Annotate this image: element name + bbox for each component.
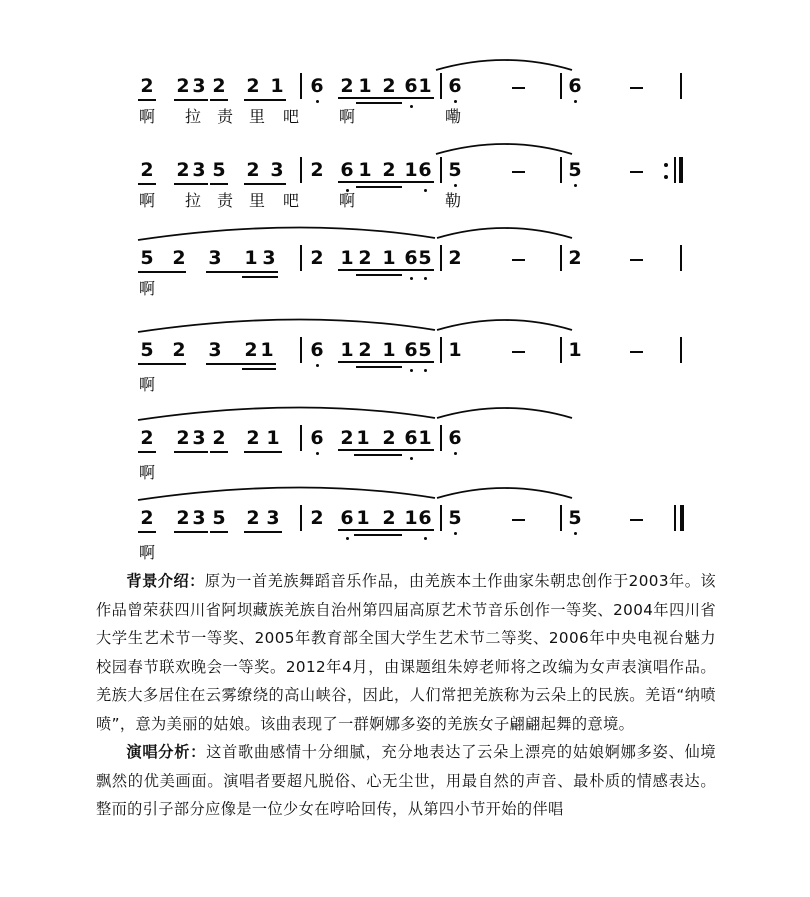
lyric: 吧 <box>282 107 299 126</box>
note: 2 <box>382 75 396 97</box>
note-beam <box>244 183 286 185</box>
lyric: 啊 <box>138 107 155 126</box>
note: 2 <box>358 339 372 361</box>
barline <box>440 73 442 99</box>
note: 5 <box>448 507 462 529</box>
note: 1 <box>418 75 432 97</box>
lyric: 啊 <box>138 191 155 210</box>
note: 1 <box>418 427 432 449</box>
note: 1 <box>270 75 284 97</box>
note: 6 <box>310 427 324 449</box>
barline <box>300 425 302 451</box>
note-beam-second <box>356 366 402 368</box>
barline <box>440 245 442 271</box>
note: 2 <box>140 159 154 181</box>
note: 6 <box>418 159 432 181</box>
duration-dash <box>512 171 525 173</box>
octave-dot-low <box>316 452 319 455</box>
note: 2 <box>382 427 396 449</box>
note: 1 <box>404 159 418 181</box>
octave-dot-low <box>410 277 413 280</box>
duration-dash <box>512 519 525 521</box>
staff-line-1 <box>0 60 810 150</box>
note: 6 <box>568 75 582 97</box>
octave-dot-low <box>410 105 413 108</box>
note: 6 <box>340 159 354 181</box>
duration-dash <box>512 87 525 89</box>
note: 3 <box>192 507 206 529</box>
note: 3 <box>192 427 206 449</box>
note: 3 <box>262 247 276 269</box>
staff-line-2 <box>0 144 810 234</box>
note: 2 <box>212 427 226 449</box>
note: 2 <box>172 339 186 361</box>
note: 3 <box>266 507 280 529</box>
note: 5 <box>212 507 226 529</box>
note-beam <box>138 183 156 185</box>
note: 6 <box>340 507 354 529</box>
note: 2 <box>310 159 324 181</box>
duration-dash <box>512 351 525 353</box>
barline-repeat-thick <box>679 157 683 183</box>
barline <box>300 337 302 363</box>
note: 1 <box>358 75 372 97</box>
staff-line-3 <box>0 232 810 322</box>
barline <box>300 157 302 183</box>
note: 6 <box>404 427 418 449</box>
note: 1 <box>404 507 418 529</box>
barline <box>560 505 562 531</box>
duration-dash <box>630 259 643 261</box>
note: 2 <box>176 507 190 529</box>
barline <box>300 505 302 531</box>
lyric: 啊 <box>138 463 155 482</box>
octave-dot-low <box>316 100 319 103</box>
note: 1 <box>266 427 280 449</box>
note-beam <box>174 531 208 533</box>
note-beam <box>138 363 186 365</box>
note: 2 <box>172 247 186 269</box>
note-beam <box>338 97 434 99</box>
duration-dash <box>512 259 525 261</box>
note: 5 <box>140 339 154 361</box>
note: 1 <box>260 339 274 361</box>
note-beam <box>138 99 156 101</box>
octave-dot-low <box>346 537 349 540</box>
note: 3 <box>192 75 206 97</box>
note-beam <box>338 529 434 531</box>
note-beam <box>138 271 186 273</box>
octave-dot-low <box>424 189 427 192</box>
octave-dot-low <box>574 100 577 103</box>
staff-line-4 <box>0 324 810 414</box>
note: 2 <box>246 507 260 529</box>
lyric: 拉 <box>184 107 201 126</box>
octave-dot-low <box>454 184 457 187</box>
note: 2 <box>246 159 260 181</box>
note-beam-second <box>354 534 402 536</box>
note: 2 <box>340 427 354 449</box>
note: 5 <box>568 159 582 181</box>
octave-dot-low <box>454 452 457 455</box>
octave-dot-low <box>424 277 427 280</box>
note: 3 <box>208 339 222 361</box>
analysis-body: 这首歌曲感情十分细腻，充分地表达了云朵上漂亮的姑娘婀娜多姿、仙境飘然的优美画面。演唱者要超凡脱俗、心无尘世，用最自然的声音、最朴质的情感表达。整而的引子部分应像是一位少女在哼哈回传，从第四小节开始的伴唱 <box>96 743 716 818</box>
duration-dash <box>630 519 643 521</box>
lyric: 责 <box>216 107 233 126</box>
note: 2 <box>244 339 258 361</box>
note-beam-second <box>356 274 402 276</box>
note-beam <box>206 363 276 365</box>
note: 2 <box>382 507 396 529</box>
note-beam <box>210 531 228 533</box>
lyric: 责 <box>216 191 233 210</box>
octave-dot-low <box>424 537 427 540</box>
barline-final-thin <box>674 505 676 531</box>
note: 6 <box>404 247 418 269</box>
note: 3 <box>208 247 222 269</box>
note: 1 <box>244 247 258 269</box>
lyric: 啊 <box>338 107 355 126</box>
lyric: 啊 <box>338 191 355 210</box>
note: 2 <box>212 75 226 97</box>
barline <box>560 245 562 271</box>
barline-final-thick <box>680 505 684 531</box>
note-beam <box>338 449 434 451</box>
note-beam <box>174 451 208 453</box>
barline <box>440 337 442 363</box>
note-beam <box>244 531 282 533</box>
lyric: 里 <box>248 107 265 126</box>
note: 2 <box>176 427 190 449</box>
note: 5 <box>568 507 582 529</box>
note: 1 <box>340 339 354 361</box>
note-beam <box>244 451 282 453</box>
note: 2 <box>310 247 324 269</box>
barline-end <box>680 245 682 271</box>
note-beam <box>210 451 228 453</box>
note: 3 <box>270 159 284 181</box>
lyric: 啊 <box>138 543 155 562</box>
barline <box>560 73 562 99</box>
background-heading: 背景介绍： <box>126 572 205 590</box>
repeat-dot <box>664 163 668 167</box>
note: 1 <box>382 247 396 269</box>
note-beam-second <box>356 102 402 104</box>
note-beam <box>338 269 434 271</box>
lyric: 勒 <box>444 191 461 210</box>
duration-dash <box>630 171 643 173</box>
note-beam-second <box>242 276 278 278</box>
lyric: 里 <box>248 191 265 210</box>
note: 5 <box>418 247 432 269</box>
note: 2 <box>176 75 190 97</box>
lyric: 嘞 <box>444 107 461 126</box>
octave-dot-low <box>410 457 413 460</box>
note: 1 <box>340 247 354 269</box>
note-beam <box>210 99 228 101</box>
note: 2 <box>448 247 462 269</box>
note: 6 <box>418 507 432 529</box>
barline <box>440 157 442 183</box>
note: 5 <box>140 247 154 269</box>
octave-dot-low <box>316 364 319 367</box>
note-beam <box>338 181 434 183</box>
staff-line-5 <box>0 412 810 502</box>
note: 6 <box>448 427 462 449</box>
barline <box>440 425 442 451</box>
barline-end <box>680 73 682 99</box>
note: 2 <box>140 507 154 529</box>
barline <box>440 505 442 531</box>
note: 2 <box>568 247 582 269</box>
barline <box>300 245 302 271</box>
duration-dash <box>630 87 643 89</box>
octave-dot-low <box>454 532 457 535</box>
note-beam <box>174 183 208 185</box>
lyric: 啊 <box>138 375 155 394</box>
program-notes <box>96 567 716 824</box>
note-beam <box>206 271 278 273</box>
note: 1 <box>382 339 396 361</box>
note: 2 <box>340 75 354 97</box>
barline <box>560 157 562 183</box>
analysis-paragraph <box>96 738 716 824</box>
note: 2 <box>246 427 260 449</box>
note: 1 <box>448 339 462 361</box>
note-beam-second <box>354 454 402 456</box>
barline-end <box>680 337 682 363</box>
note: 5 <box>448 159 462 181</box>
note: 2 <box>382 159 396 181</box>
note: 6 <box>404 75 418 97</box>
note: 2 <box>176 159 190 181</box>
octave-dot-low <box>410 369 413 372</box>
barline <box>300 73 302 99</box>
analysis-heading: 演唱分析： <box>126 743 207 761</box>
lyric: 吧 <box>282 191 299 210</box>
note: 2 <box>246 75 260 97</box>
note: 2 <box>358 247 372 269</box>
note-beam <box>210 183 228 185</box>
background-paragraph <box>96 567 716 738</box>
note-beam-second <box>242 368 276 370</box>
note: 6 <box>310 339 324 361</box>
note: 2 <box>140 427 154 449</box>
note: 3 <box>192 159 206 181</box>
barline <box>560 337 562 363</box>
note: 2 <box>140 75 154 97</box>
octave-dot-low <box>454 100 457 103</box>
note-beam <box>174 99 208 101</box>
note: 1 <box>356 507 370 529</box>
note: 6 <box>310 75 324 97</box>
note: 1 <box>356 427 370 449</box>
octave-dot-low <box>574 532 577 535</box>
barline-repeat-thin <box>674 157 676 183</box>
note: 1 <box>568 339 582 361</box>
background-body: 原为一首羌族舞蹈音乐作品，由羌族本土作曲家朱朝忠创作于2003年。该作品曾荣获四川省阿坝藏族羌族自治州第四届高原艺术节音乐创作一等奖、2004年四川省大学生艺术节一等奖、2005年教育部全国大学生艺术节二等奖、2006年中央电视台魅力校园春节联欢晚会一等奖。2012年4月，由课题组朱婷老师将之改编为女声表演唱作品。羌族大多居住在云雾缭绕的高山峡谷，因此，人们常把羌族称为云朵上的民族。羌语“纳喷喷”，意为美丽的姑娘。该曲表现了一群婀娜多姿的羌族女子翩翩起舞的意境。 <box>96 572 716 733</box>
note-beam <box>138 531 156 533</box>
duration-dash <box>630 351 643 353</box>
note-beam <box>244 99 286 101</box>
note: 5 <box>212 159 226 181</box>
note-beam-second <box>356 186 402 188</box>
note: 6 <box>448 75 462 97</box>
repeat-dot <box>664 175 668 179</box>
note: 5 <box>418 339 432 361</box>
lyric: 啊 <box>138 279 155 298</box>
octave-dot-low <box>424 369 427 372</box>
note: 6 <box>404 339 418 361</box>
note-beam <box>138 451 156 453</box>
note: 1 <box>358 159 372 181</box>
note: 2 <box>310 507 324 529</box>
note-beam <box>338 361 434 363</box>
lyric: 拉 <box>184 191 201 210</box>
octave-dot-low <box>574 184 577 187</box>
